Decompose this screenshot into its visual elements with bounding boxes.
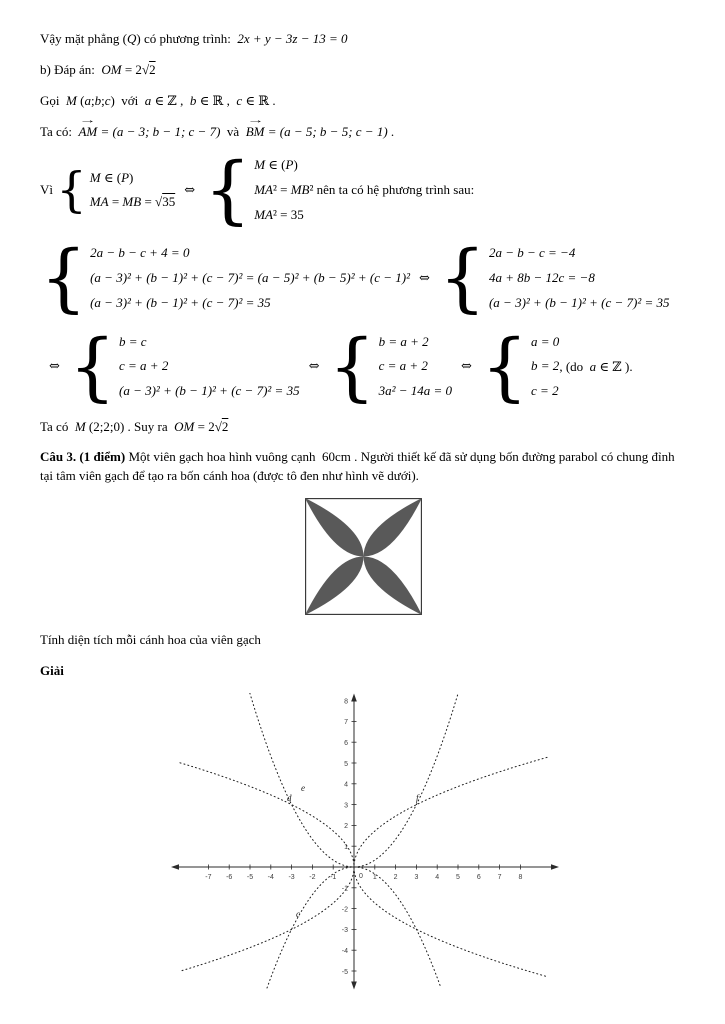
text-segment: √ — [141, 61, 150, 77]
text-segment: P — [285, 157, 294, 173]
text-segment: Ta có: — [40, 123, 79, 139]
tick-label: -1 — [330, 873, 337, 881]
axis-ticks-group — [205, 698, 522, 975]
system-line — [254, 153, 313, 178]
text-segment: (a − 3)² + (b − 1)² + (c − 7)² = 35 — [119, 382, 300, 398]
equation-row-system-2 — [40, 330, 687, 404]
text-segment: ² = 35 — [272, 206, 304, 222]
system-line — [379, 379, 452, 404]
text-segment: OM — [101, 61, 122, 77]
text-segment: BM → — [246, 123, 265, 142]
iff-arrow: ⇔ — [49, 359, 60, 375]
system-line — [531, 379, 559, 404]
text-segment: MA — [254, 206, 273, 222]
x-axis-arrow-right — [551, 864, 559, 870]
tick-label: -7 — [205, 873, 212, 881]
system-line — [489, 291, 670, 316]
text-segment: (a − 3)² + (b − 1)² + (c − 7)² = 35 — [488, 294, 670, 310]
text-segment: ; — [90, 92, 95, 108]
text-segment: Q — [127, 31, 137, 46]
graph-container — [170, 693, 687, 997]
tick-label: 5 — [456, 873, 460, 881]
text-segment: 2a − b − c + 4 = 0 — [90, 245, 190, 261]
text-segment: (2;2;0) . Suy ra — [85, 418, 175, 434]
text-segment: 2a − b − c = −4 — [488, 245, 576, 261]
system-line — [90, 166, 175, 191]
tick-label: 1 — [344, 843, 348, 851]
text-segment: , (do — [559, 358, 590, 374]
text-segment: a — [589, 358, 597, 374]
text-segment: ) với — [110, 92, 145, 108]
equation-row-system-1 — [40, 241, 687, 315]
system-line — [531, 354, 559, 379]
text-segment: và — [220, 123, 246, 139]
paragraph-result-m — [40, 418, 687, 437]
text-segment: a = 0 — [531, 333, 560, 349]
text-segment: OM — [174, 418, 195, 434]
tick-label: 8 — [344, 698, 348, 706]
system-quadratic — [328, 330, 452, 404]
tick-label: 8 — [518, 873, 523, 881]
text-segment: = 2 — [121, 61, 142, 77]
text-segment: = — [141, 194, 156, 210]
tick-label: 2 — [344, 822, 348, 830]
text-segment: M — [74, 418, 86, 434]
system-bc — [69, 330, 300, 404]
text-segment: ∈ ℤ ). — [596, 358, 633, 374]
text-segment: MA — [254, 182, 273, 198]
text-segment: 2 — [149, 61, 156, 77]
tick-label: 7 — [497, 873, 502, 881]
system-line — [90, 190, 175, 215]
y-axis-arrow-bottom — [351, 981, 357, 989]
tick-label: -6 — [226, 873, 233, 881]
text-segment: Tính diện tích mỗi cánh hoa của viên gạch — [40, 632, 261, 648]
text-segment: Ta có — [40, 418, 75, 434]
text-segment: = (a − 5; b − 5; c − 1) — [264, 123, 388, 139]
text-segment: √ — [214, 418, 222, 434]
system-solution — [481, 330, 559, 404]
tick-label: 3 — [344, 802, 348, 810]
tick-label: 7 — [344, 718, 348, 726]
text-segment: Vậy mặt phẳng ( — [40, 31, 128, 46]
text-segment: Vì — [40, 182, 57, 198]
system-line — [90, 266, 410, 291]
text-segment: Một viên gạch hoa hình vuông cạnh 60cm . Người thiết kế đã sử dụng bốn đường parabol có chung đỉnh tại tâm viên gạch để tạo ra bốn cánh hoa (được tô đen như hình vẽ dưới). — [40, 449, 678, 484]
text-segment: = 2 — [194, 418, 215, 434]
tick-label: -3 — [341, 926, 348, 934]
tick-label: -5 — [246, 873, 254, 881]
text-segment: ) — [129, 169, 134, 185]
text-segment: P — [121, 169, 130, 185]
text-segment: ∈ ( — [100, 169, 122, 185]
tick-label: 3 — [414, 873, 419, 881]
system-expanded — [40, 241, 410, 315]
tick-label: -2 — [309, 873, 316, 881]
text-segment: AM → — [78, 123, 97, 142]
text-segment: 3a² − 14a = 0 — [378, 382, 453, 398]
system-conditions-right — [204, 153, 313, 227]
tick-label: 5 — [344, 760, 348, 768]
text-segment: b = a + 2 — [378, 333, 429, 349]
paragraph-answer-om — [40, 61, 687, 80]
text-segment: MA — [89, 194, 109, 210]
text-segment: = (a − 3; b − 1; c − 7) — [97, 123, 221, 139]
tick-label: -3 — [288, 873, 295, 881]
text-segment: (a − 3)² + (b − 1)² + (c − 7)² = 35 — [90, 294, 271, 310]
tick-label: 6 — [476, 873, 481, 881]
paragraph-giai — [40, 662, 687, 681]
tick-label: 4 — [435, 873, 440, 881]
text-segment: 2 — [221, 418, 229, 434]
system-line — [119, 354, 300, 379]
text-segment: M — [254, 157, 266, 173]
curve-label: e — [301, 782, 305, 793]
do-a-in-z-suffix — [559, 359, 632, 375]
text-segment: = — [108, 194, 123, 210]
text-segment: c = a + 2 — [119, 358, 169, 374]
text-segment: b = 2 — [531, 358, 560, 374]
system-line — [119, 330, 300, 355]
system-line — [254, 178, 313, 203]
text-segment: c — [236, 92, 243, 108]
curve-label: f — [416, 792, 419, 803]
system-line — [254, 203, 313, 228]
iff-arrow: ⇔ — [461, 359, 472, 375]
paragraph-plane-equation — [40, 30, 687, 49]
text-segment: M — [89, 169, 101, 185]
iff-arrow: ⇔ — [418, 270, 430, 286]
text-segment: b) Đáp án: — [40, 61, 102, 77]
text-segment: c — [104, 92, 111, 108]
text-segment: M — [66, 92, 77, 108]
tick-label: -5 — [341, 968, 348, 976]
text-segment: Giải — [40, 662, 64, 678]
system-line — [119, 379, 300, 404]
flower-tile-figure — [300, 498, 427, 615]
nen-suffix — [313, 182, 474, 198]
paragraph-goi-m — [40, 92, 687, 111]
system-line — [379, 354, 452, 379]
text-segment: Câu 3. (1 điểm) — [40, 449, 126, 465]
tick-label: -2 — [341, 906, 348, 914]
text-segment: ² — [309, 182, 314, 198]
text-segment: ∈ ( — [265, 157, 286, 173]
text-segment: √ — [155, 194, 163, 210]
text-segment: 2x + y − 3z − 13 = 0 — [237, 31, 348, 46]
tick-label: -4 — [267, 873, 274, 881]
tick-label: 6 — [344, 739, 348, 747]
text-segment: ∈ ℝ , — [196, 92, 237, 108]
text-segment: ∈ ℤ , — [151, 92, 190, 108]
paragraph-vectors — [40, 123, 687, 142]
curve-label: c — [296, 908, 300, 919]
text-segment: nên ta có hệ phương trình sau: — [313, 182, 475, 198]
tick-label: -4 — [341, 947, 348, 955]
equation-row-conditions — [40, 153, 687, 227]
x-axis-arrow-left — [171, 864, 179, 870]
text-segment: 4a + 8b − 12c = −8 — [488, 270, 595, 286]
text-segment: b = c — [119, 333, 147, 349]
text-segment: b — [189, 92, 197, 108]
coordinate-plane-graph — [170, 693, 560, 993]
vi-prefix — [40, 182, 56, 198]
text-segment: c = a + 2 — [378, 358, 428, 374]
iff-arrow: ⇔ — [184, 182, 196, 198]
system-line — [90, 241, 410, 266]
text-segment: a — [144, 92, 152, 108]
text-segment: ² = — [272, 182, 291, 198]
text-segment: a — [84, 92, 91, 108]
tick-label: -1 — [341, 885, 348, 893]
text-segment: (a − 3)² + (b − 1)² + (c − 7)² = (a − 5)² + (b − 5)² + (c − 1)² — [90, 270, 410, 286]
paragraph-question — [40, 631, 687, 650]
iff-arrow: ⇔ — [308, 359, 320, 375]
text-segment: MB — [122, 194, 142, 210]
paragraph-cau3 — [40, 448, 687, 486]
text-segment: 35 — [162, 194, 176, 210]
curve-label: d — [287, 792, 292, 803]
system-line — [531, 330, 559, 355]
system-line — [379, 330, 452, 355]
tick-label: 0 — [359, 872, 363, 880]
text-segment: MB — [290, 182, 310, 198]
tick-label: 1 — [372, 873, 377, 881]
text-segment: b — [94, 92, 102, 108]
text-segment: c = 2 — [531, 382, 559, 398]
text-segment: ∈ ℝ . — [242, 92, 276, 108]
system-line — [489, 266, 670, 291]
system-conditions-left — [56, 166, 175, 215]
tick-label: 2 — [393, 873, 398, 881]
text-segment: ) có phương trình: — [136, 31, 238, 46]
system-simplified — [439, 241, 670, 315]
text-segment: ) — [293, 157, 298, 173]
text-segment: ; — [101, 92, 105, 108]
text-segment: . — [387, 123, 395, 139]
system-line — [90, 291, 410, 316]
text-segment: Gọi — [40, 92, 66, 108]
tick-label: 4 — [344, 781, 348, 789]
text-segment: ( — [76, 92, 85, 108]
system-line — [489, 241, 670, 266]
